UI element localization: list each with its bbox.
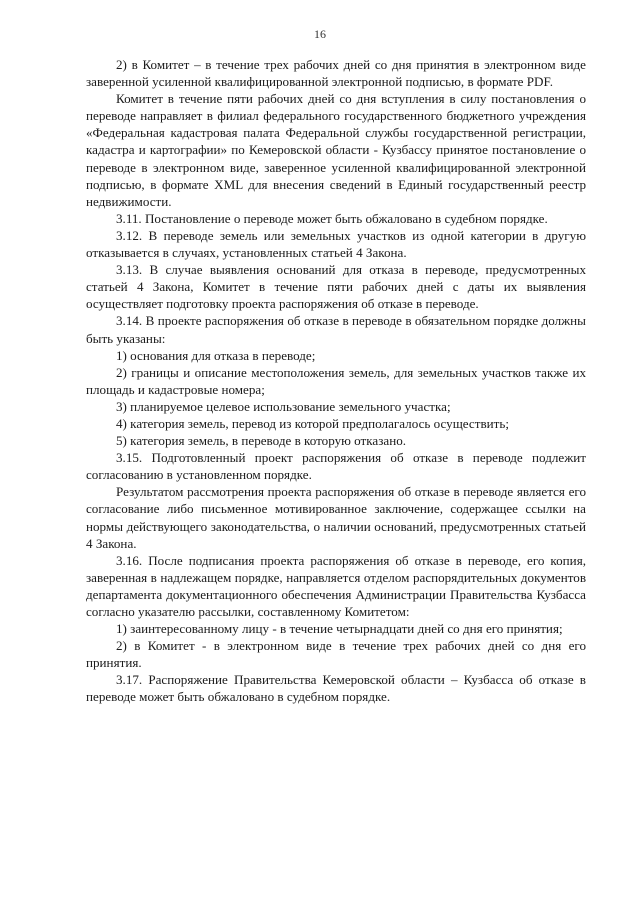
paragraph-3-16: 3.16. После подписания проекта распоряжения об отказе в переводе, его копия, заверенная в надлежащем порядке, направляется отделом распорядительных документов департамента документационного обеспечения Администрации Правительства Кузбасса согласно указателю рассылки, составленному Комитетом: [86, 552, 586, 619]
list-item-4-category-from: 4) категория земель, перевод из которой предполагалось осуществить; [116, 415, 509, 431]
paragraph-committee-sends: Комитет в течение пяти рабочих дней со дня вступления в силу постановления о переводе направляет в филиал федерального государственного бюджетного учреждения «Федеральная кадастровая палата Федеральной службы государственной регистрации, кадастра и картографии» по Кемеровской области - Кузбассу принятое постановление о переводе в электронном виде, заверенное усиленной квалифицированной электронной подписью, в формате XML для внесения сведений в Единый государственный реестр недвижимости. [86, 91, 586, 209]
paragraph-3-12: 3.12. В переводе земель или земельных участков из одной категории в другую отказывается в случаях, установленных статьей 4 Закона. [86, 227, 586, 261]
document-body [86, 56, 586, 706]
list-item-5-category-to: 5) категория земель, в переводе в которую отказано. [116, 433, 407, 449]
list-item-1-grounds: 1) основания для отказа в переводе; [116, 347, 316, 363]
paragraph-3-15: 3.15. Подготовленный проект распоряжения об отказе в переводе подлежит согласованию в установленном порядке. [86, 450, 586, 483]
paragraph-review-result: Результатом рассмотрения проекта распоряжения об отказе в переводе является его согласование либо письменное мотивированное заключение, содержащее ссылки на нормы действующего законодательства, о наличии оснований, предусмотренных статьей 4 Закона. [86, 484, 586, 551]
list-item-2-committee: 2) в Комитет - в электронном виде в течение трех рабочих дней со дня его принятия. [86, 638, 586, 671]
paragraph-3-11: 3.11. Постановление о переводе может быть обжаловано в судебном порядке. [116, 210, 548, 226]
paragraph-3-17: 3.17. Распоряжение Правительства Кемеровской области – Кузбасса об отказе в переводе может быть обжаловано в судебном порядке. [86, 672, 586, 705]
list-item-2-boundaries: 2) границы и описание местоположения земель, для земельных участков также их площадь и кадастровые номера; [86, 364, 586, 397]
list-item-1-interested-party: 1) заинтересованному лицу - в течение четырнадцати дней со дня его принятия; [116, 621, 563, 637]
paragraph-item-2-to-committee: 2) в Комитет – в течение трех рабочих дней со дня принятия в электронном виде заверенной усиленной квалифицированной электронной подписью, в формате PDF. [86, 57, 586, 90]
paragraph-3-13: 3.13. В случае выявления оснований для отказа в переводе, предусмотренных статьей 4 Закона, Комитет в течение пяти рабочих дней с даты их выявления осуществляет подготовку проекта распоряжения об отказе в переводе. [86, 262, 586, 312]
list-item-3-planned-use: 3) планируемое целевое использование земельного участка; [116, 398, 451, 414]
paragraph-3-14: 3.14. В проекте распоряжения об отказе в переводе в обязательном порядке должны быть указаны: [86, 313, 586, 346]
page-number: 16 [314, 27, 326, 41]
